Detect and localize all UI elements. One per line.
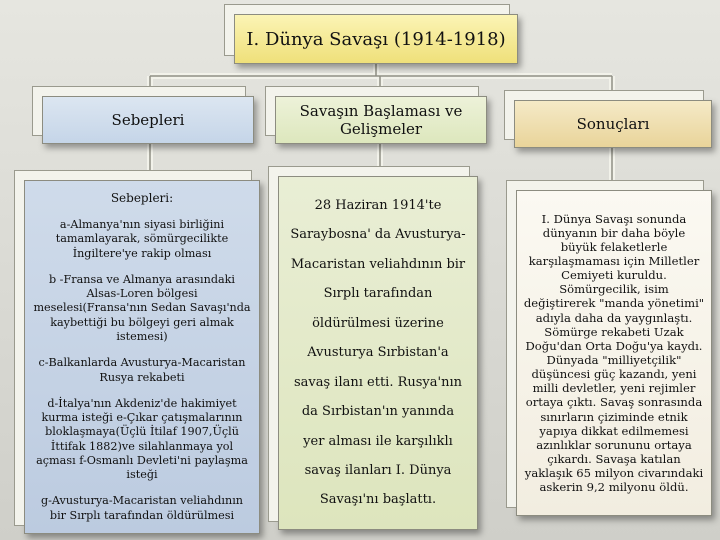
heading-causes: Sebepleri [42, 96, 254, 144]
cause-b: b -Fransa ve Almanya arasındaki Alsas-Loren bölgesi meselesi(Fransa'nın Sedan Savaşı'nda kaybettiği bu bölgeyi geri almak istemesi) [33, 272, 251, 344]
cause-g: g-Avusturya-Macaristan veliahdının bir Sırplı tarafından öldürülmesi [40, 494, 243, 522]
causes-content [24, 180, 260, 534]
results-content [516, 190, 712, 516]
diagram-title: I. Dünya Savaşı (1914-1918) [234, 14, 518, 64]
outbreak-line: öldürülmesi üzerine [312, 315, 444, 331]
results-text: I. Dünya Savaşı sonunda dünyanın bir daha böyle büyük felaketlerle karşılaşmaması için Milletler Cemiyeti kuruldu. Sömürgecilik, isim değiştirerek "manda yönetimi" adıyla daha da yaygınlaştı. Sömürge rekabeti Uzak Doğu'dan Orta Doğu'ya kaydı. Dünyada "milliyetçilik" düşüncesi güç kazandı, yeni milli devletler, yeni rejimler ortaya çıktı. Savaş sonrasında sınırların çiziminde etnik yapıya dikkat edilmemesi azınlıklar sorununu ortaya çıkardı. Savaşa katılan yaklaşık 65 milyon civarındaki askerin 9,2 milyonu öldü. [523, 211, 705, 495]
outbreak-line: savaş ilanları I. Dünya [304, 463, 452, 478]
outbreak-line: Macaristan veliahdının bir [290, 256, 466, 272]
outbreak-line: yer alması ile karşılıklı [303, 433, 453, 449]
heading-results: Sonuçları [514, 100, 712, 148]
outbreak-line: da Sırbistan'ın yanında [301, 404, 455, 420]
cause-d-e-f: d-İtalya'nın Akdeniz'de hakimiyet kurma isteği e-Çıkar çatışmalarının bloklaşmaya(Üçlü İtilaf 1907,Üçlü İttifak 1882)ve silahlanmaya yol açması f-Osmanlı Devleti'ni paylaşma isteği [36, 396, 248, 482]
outbreak-content [278, 176, 478, 530]
causes-title: Sebepleri: [110, 191, 174, 205]
outbreak-line: 28 Haziran 1914'te [314, 197, 442, 213]
outbreak-line: Saraybosna' da Avusturya- [290, 227, 466, 243]
outbreak-line: Sırplı tarafından [323, 286, 433, 302]
outbreak-line: savaş ilanı etti. Rusya'nın [293, 374, 463, 390]
cause-a: a-Almanya'nın siyasi birliğini tamamlayarak, sömürgecilikte İngiltere'ye rakip olması [55, 218, 229, 260]
heading-outbreak: Savaşın Başlaması ve Gelişmeler [275, 96, 487, 144]
outbreak-line: Savaşı'nı başlattı. [319, 492, 437, 508]
outbreak-line: Avusturya Sırbistan'a [307, 345, 449, 361]
cause-c: c-Balkanlarda Avusturya-Macaristan Rusya rekabeti [38, 356, 246, 384]
